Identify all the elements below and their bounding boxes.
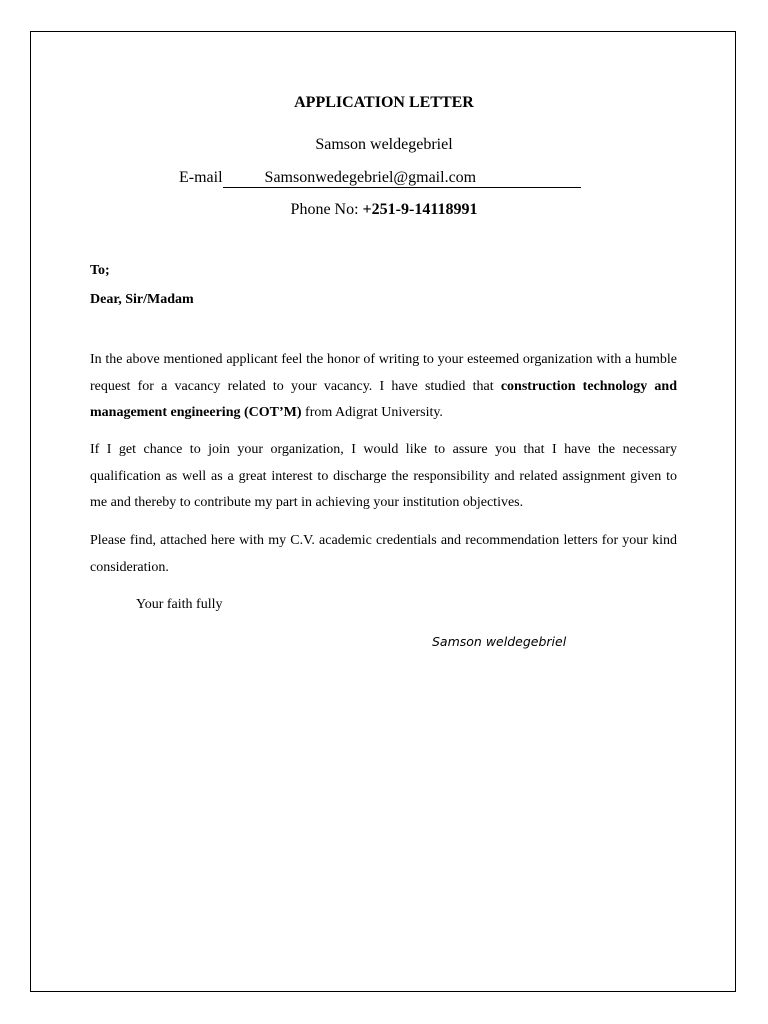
recipient-to: To; [90,263,110,278]
paragraph-1-end: from Adigrat University. [301,405,443,420]
body-paragraph-2: If I get chance to join your organization, I would like to assure you that I have the necessary qualification as well as a great interest to discharge the responsibility and related assignment given to me and thereby to contribute my part in achieving your institution objectives. [90,442,677,510]
email-line [179,168,581,188]
paragraph-1-degree: construction technology and management engineering (COT’M) [90,378,677,420]
email-label: E-mail [179,169,223,186]
paragraph-1-start: In the above mentioned applicant feel the honor of writing to your esteemed organization with a humble request for a vacancy related to your vacancy. I have studied that [90,352,677,394]
phone-value: +251-9-14118991 [362,201,478,218]
phone-line [0,200,768,220]
signature: Samson weldegebriel [432,634,567,649]
applicant-name: Samson weldegebriel [315,136,453,153]
body-paragraph-3: Please find, attached here with my C.V. academic credentials and recommendation letters for your kind consideration. [90,533,677,575]
closing-phrase: Your faith fully [136,597,223,612]
phone-label: Phone No: [290,201,363,218]
email-value: Samsonwedegebriel@gmail.com [223,169,581,188]
letter-title: APPLICATION LETTER [294,94,474,111]
salutation: Dear, Sir/Madam [90,292,194,307]
body-paragraph-1 [90,347,677,427]
